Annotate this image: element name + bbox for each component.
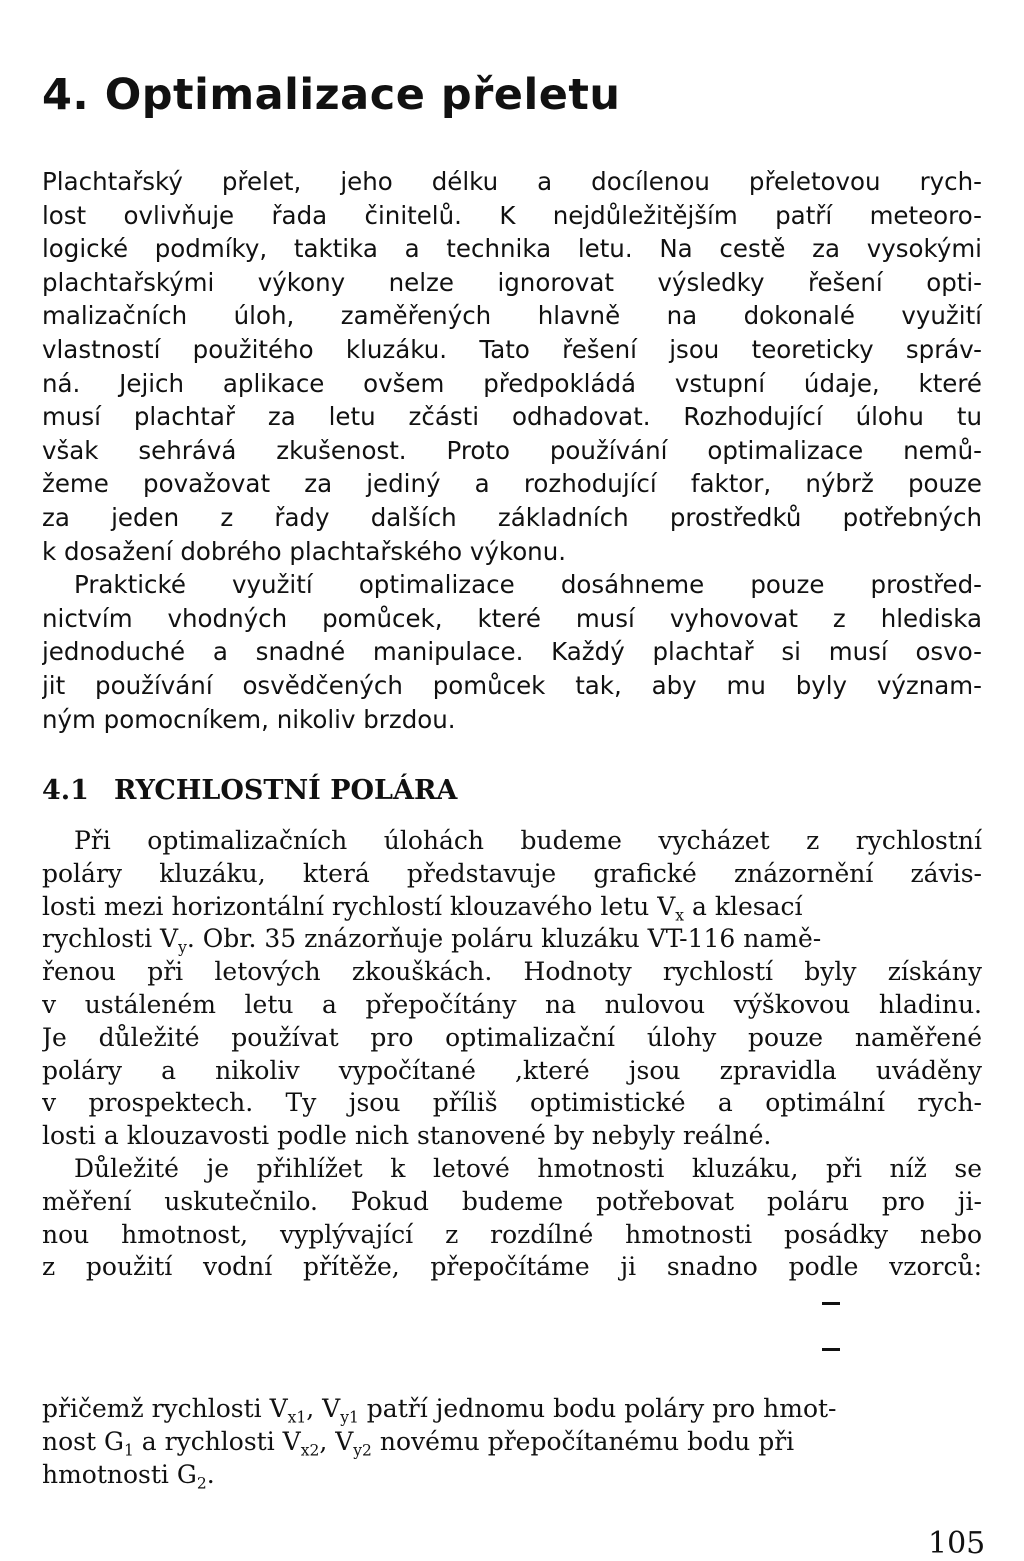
text-line: logické podmíky, taktika a technika letu. Na cestě za vysokými <box>42 234 982 264</box>
formula-fraction-mark <box>822 1348 840 1351</box>
section-title: RYCHLOSTNÍ POLÁRA <box>114 775 458 806</box>
formula-fraction-mark <box>822 1302 840 1305</box>
text-line: vlastností použitého kluzáku. Tato řešení jsou teoreticky správ- <box>42 334 982 364</box>
text-line: nost $G_1$ a rychlosti $V_{x2}$, $V_{y2}$ novému přepočítanému bodu při <box>42 1426 795 1460</box>
closing-paragraph <box>42 1393 982 1491</box>
text-line: jednoduché a snadné manipulace. Každý plachtař si musí osvo- <box>42 637 982 667</box>
chapter-title: 4. Optimalizace přeletu <box>42 70 621 120</box>
text-line: Při optimalizačních úlohách budeme vycházet z rychlostní <box>74 826 982 855</box>
text-line: lost ovlivňuje řada činitelů. K nejdůležitějším patří meteoro- <box>42 200 982 230</box>
text-line: Je důležité používat pro optimalizační úlohy pouze naměřené <box>42 1022 982 1052</box>
text-line: v prospektech. Ty jsou příliš optimistické a optimální rych- <box>42 1088 982 1118</box>
text-line: losti mezi horizontální rychlostí klouzavého letu $V_x$ a klesací <box>42 891 803 925</box>
text-line: z použití vodní přítěže, přepočítáme ji snadno podle vzorců: <box>42 1252 982 1282</box>
text-line: ná. Jejich aplikace ovšem předpokládá vstupní údaje, které <box>42 368 982 398</box>
intro-paragraphs <box>42 165 982 736</box>
text-line: žeme považovat za jediný a rozhodující faktor, nýbrž pouze <box>42 469 982 499</box>
text-line: Praktické využití optimalizace dosáhneme pouze prostřed- <box>74 570 982 600</box>
text-line: jit používání osvědčených pomůcek tak, aby mu byly význam- <box>42 670 982 700</box>
text-line: rychlosti $V_y$. Obr. 35 znázorňuje poláru kluzáku VT-116 namě- <box>42 924 822 957</box>
text-line: poláry kluzáku, která představuje grafické znázornění závis- <box>42 858 982 888</box>
text-line: losti a klouzavosti podle nich stanovené by nebyly reálné. <box>42 1121 772 1151</box>
page-number: 105 <box>928 1526 986 1561</box>
text-line: Plachtařský přelet, jeho délku a docílenou přeletovou rych- <box>42 167 982 196</box>
section-heading <box>42 775 457 806</box>
polar-paragraphs <box>42 825 982 1284</box>
text-line: však sehrává zkušenost. Proto používání optimalizace nemů- <box>42 435 982 465</box>
text-line: nou hmotnost, vyplývající z rozdílné hmotnosti posádky nebo <box>42 1219 982 1249</box>
text-line: za jeden z řady dalších základních prostředků potřebných <box>42 502 982 532</box>
text-line: řenou při letových zkouškách. Hodnoty rychlostí byly získány <box>42 957 982 987</box>
text-line: ným pomocníkem, nikoliv brzdou. <box>42 704 456 734</box>
text-line: nictvím vhodných pomůcek, které musí vyhovovat z hlediska <box>42 603 982 633</box>
text-line: poláry a nikoliv vypočítané ,které jsou zpravidla uváděny <box>42 1055 982 1085</box>
text-line: přičemž rychlosti $V_{x1}$, $V_{y1}$ patří jednomu bodu poláry pro hmot- <box>42 1394 837 1427</box>
text-line: v ustáleném letu a přepočítány na nulovou výškovou hladinu. <box>42 989 982 1019</box>
text-line: malizačních úloh, zaměřených hlavně na dokonalé využití <box>42 301 982 331</box>
text-line: hmotnosti $G_2$. <box>42 1459 215 1493</box>
text-line: musí plachtař za letu zčásti odhadovat. Rozhodující úlohu tu <box>42 402 982 432</box>
section-number: 4.1 <box>42 775 89 806</box>
text-line: plachtařskými výkony nelze ignorovat výsledky řešení opti- <box>42 267 982 297</box>
text-line: k dosažení dobrého plachtařského výkonu. <box>42 536 567 566</box>
text-line: měření uskutečnilo. Pokud budeme potřebovat poláru pro ji- <box>42 1186 982 1216</box>
text-line: Důležité je přihlížet k letové hmotnosti kluzáku, při níž se <box>74 1153 982 1183</box>
